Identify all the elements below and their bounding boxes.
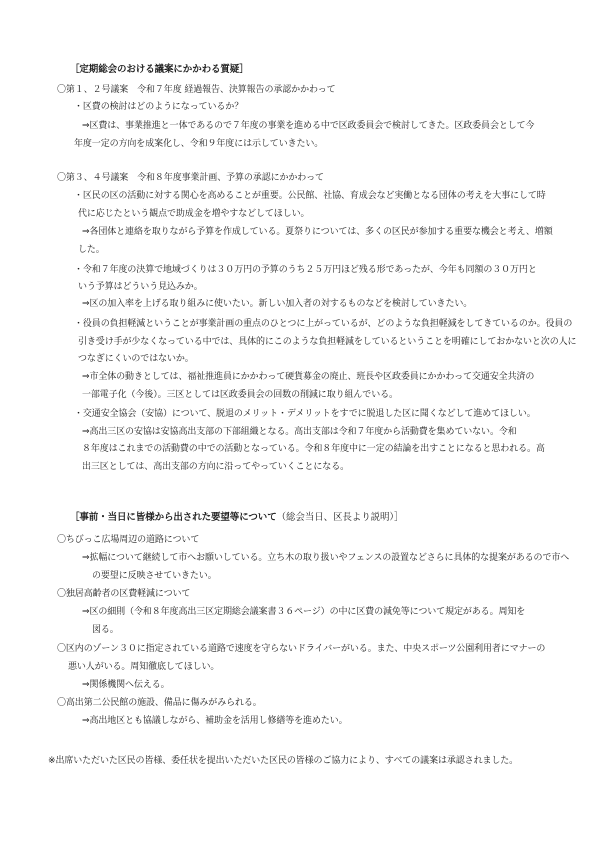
s1-a5-line3: 出三区としては、高出支部の方向に沿ってやっていくことになる。 — [82, 462, 350, 472]
s2-a1-line1: ⇒拡幅について継続して市へお願いしている。立ち木の取り扱いやフェンスの設置などさらに具体的な提案があるので市へ — [82, 553, 570, 563]
section1-heading: ［定期総会のおける議案にかかわる質疑］ — [70, 64, 249, 75]
s2-a2-line2: 図る。 — [92, 625, 119, 635]
s1-item1-title: 〇第１、２号議案 令和７年度 経過報告、決算報告の承認かかわって — [57, 85, 336, 95]
s1-a1-line1: ⇒区費は、事業推進と一体であるので７年度の事業を進める中で区政委員会で検討してきた。区政委員会として今 — [82, 121, 535, 131]
s2-item2-title: 〇独居高齢者の区費軽減について — [57, 589, 191, 599]
s1-a4-line2: 一部電子化（今後）。三区としては区政委員会の回数の削減に取り組んでいる。 — [82, 390, 398, 400]
section2-heading-bold: ［事前・当日に皆様から出された要望等について — [70, 512, 277, 523]
s1-q5: ・交通安全協会（安協）について、脱退のメリット・デメリットをすでに脱退した区に聞くなどして進めてほしい。 — [74, 409, 536, 419]
s1-a4-line1: ⇒市全体の動きとしては、福祉推進員にかかわって硬貨募金の廃止、班長や区政委員にかかわって交通安全共済の — [82, 372, 535, 382]
s1-item2-title: 〇第３、４号議案 令和８年度事業計画、予算の承認にかかわって — [57, 173, 324, 183]
s1-q4-line3: つなぎにくいのではないか。 — [78, 354, 194, 364]
s1-a2-line1: ⇒各団体と連絡を取りながら予算を作成している。夏祭りについては、多くの区民が参加する重要な機会と考え、増額 — [82, 227, 553, 237]
s2-a4: ⇒高出地区とも協議しながら、補助金を活用し修繕等を進めたい。 — [82, 716, 348, 726]
s1-q3-line1: ・令和７年度の決算で地域づくりは３０万円の予算のうち２５万円ほど残る形であったが、今年も同額の３０万円と — [74, 265, 537, 275]
s1-a3: ⇒区の加入率を上げる取り組みに使いたい。新しい加入者の対するものなどを検討していきたい。 — [82, 299, 473, 309]
section2-heading-note: （総会当日、区長より説明）］ — [276, 512, 404, 523]
s2-item3-line1: 〇区内のゾーン３０に指定されている道路で速度を守らないドライバーがいる。また、中央スポーツ公園利用者にマナーの — [57, 644, 546, 654]
footer-note: ※出席いただいた区民の皆様、委任状を提出いただいた区民の皆様のご協力により、すべての議案は承認されました。 — [48, 756, 519, 766]
s1-q3-line2: いう予算はどういう見込みか。 — [78, 282, 203, 292]
s2-a3: ⇒関係機関へ伝える。 — [82, 680, 170, 690]
s1-q1: ・区費の検討はどのようになっているか？ — [74, 102, 244, 112]
s1-a5-line2: ８年度はこれまでの活動費の中での活動となっている。令和８年度中に一定の結論を出すことになると思われる。高 — [82, 444, 545, 454]
section2-heading — [70, 512, 403, 524]
s1-q4-line2: 引き受け手が少なくなっている中では、具体的にこのような負担軽減をしているということを明確にしておかないと次の人に — [78, 337, 577, 347]
s2-item4-title: 〇高出第二公民館の施設、備品に傷みがみられる。 — [57, 698, 262, 708]
s1-q4-line1: ・役員の負担軽減ということが事業計画の重点のひとつに上がっているが、どのような負担軽減をしてきているのか。役員の — [74, 319, 573, 329]
s1-a1-line2: 年度一定の方向を成案化し、令和９年度には示していきたい。 — [74, 139, 324, 149]
s2-a2-line1: ⇒区の細則（令和８年度高出三区定期総会議案書３６ページ）の中に区費の減免等について規定がある。周知を — [82, 607, 526, 617]
s1-a5-line1: ⇒高出三区の安協は安協高出支部の下部組織となる。高出支部は令和７年度から活動費を集めていない。令和 — [82, 427, 517, 437]
s1-q2-line1: ・区民の区の活動に対する関心を高めることが重要。公民館、社協、育成会など実働となる団体の考えを大事にして時 — [74, 191, 546, 201]
s2-a1-line2: の要望に反映させていきたい。 — [92, 571, 217, 581]
s2-item3-line2: 悪い人がいる。周知徹底してほしい。 — [68, 662, 220, 672]
s1-a2-line2: した。 — [78, 245, 105, 255]
s2-item1-title: 〇ちびっこ広場周辺の道路について — [57, 535, 200, 545]
s1-q2-line2: 代に応じたという観点で助成金を増やすなどしてほしい。 — [78, 209, 310, 219]
